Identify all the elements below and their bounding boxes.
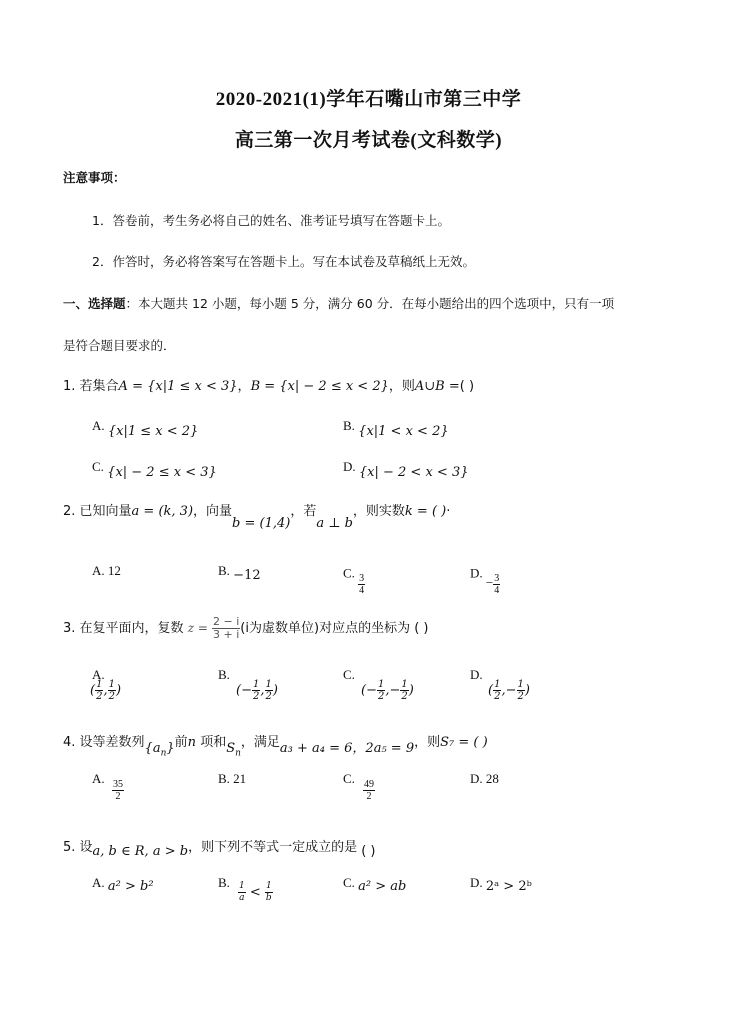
q5-option-b[interactable] [218,875,272,903]
q4-s7: S₇ = ( ) [440,735,488,750]
q1-lead: 1. 若集合 [63,379,119,394]
q5-option-c-label: C. [343,875,355,890]
q3-option-d[interactable] [470,667,530,702]
notice-item-1: 1．答卷前，考生务必将自己的姓名、准考证号填写在答题卡上。 [92,213,450,228]
q2-vector-b: b = (1,4) [232,516,291,531]
q4-option-a-label: A. [92,771,105,786]
q5-option-a-label: A. [92,875,105,890]
q3-option-a-text: ( $\frac{1}{2}$ , $\frac{1}{2}$ ) [90,679,122,702]
q5-option-c-text: a² > ab [358,879,407,894]
q5-tail: ，则下列不等式一定成立的是 [188,840,358,855]
q4-option-d[interactable] [470,771,499,787]
q3-num: 2 − i [213,615,240,628]
q4-option-c-label: C. [343,771,355,786]
question-2 [63,500,451,531]
q4-option-c-fraction [363,779,375,802]
q3-option-b-label: B. [218,667,230,682]
q2-option-a[interactable] [92,563,121,579]
q1-option-b[interactable] [343,418,449,439]
q4-option-c-num: 49 [364,779,374,790]
q5-option-b-label: B. [218,875,230,890]
q2-option-c-label: C. [343,565,355,581]
question-1 [63,375,474,394]
q2-dot: · [446,504,451,519]
q4-sn: $S_n$ [226,741,241,759]
notice-heading: 注意事项： [63,170,126,185]
q1-option-d-label: D. [343,459,356,474]
q5-option-c[interactable] [343,875,407,894]
q3-option-c-label: C. [343,667,355,682]
q2-option-b[interactable] [218,563,261,583]
q5-option-b-text: $\frac{1}{a}$ < $\frac{1}{b}$ [239,881,272,903]
q2-option-d-label: D. [470,565,483,581]
q1-set-b: B = {x| − 2 ≤ x < 2} [250,379,389,394]
q1-option-b-text: {x|1 < x < 2} [358,424,449,439]
q3-den: 3 + i [213,628,240,641]
q5-paren: ( ) [361,844,376,859]
q2-lead: 2. 已知向量 [63,504,132,519]
q4-n: n [187,735,197,750]
q2-mid1: ，向量 [193,504,233,519]
q4-mid1: 前 [174,735,188,750]
q1-option-c-text: {x| − 2 ≤ x < 3} [107,465,217,480]
q1-then: ，则 [388,379,415,394]
q3-paren: ( ) [414,621,429,636]
q1-option-b-label: B. [343,418,355,433]
q5-lead: 5. 设 [63,840,93,855]
q3-option-d-text: ( $\frac{1}{2}$ ,− $\frac{1}{2}$ ) [488,679,530,702]
q1-expr: A∪B = [414,379,460,394]
q2-option-c[interactable] [343,563,365,596]
q3-option-c-text: (− $\frac{1}{2}$ ,− $\frac{1}{2}$ ) [361,679,414,702]
q4-option-c[interactable] [343,771,374,802]
question-4 [63,731,488,759]
q3-option-a[interactable] [90,667,122,702]
q2-mid3: ，则实数 [352,504,405,519]
q4-option-a-fraction [112,779,124,802]
q1-option-a[interactable] [92,418,199,439]
q3-option-c[interactable] [343,667,414,702]
q1-paren: ( ) [459,379,475,394]
q2-option-d-den: 4 [494,585,500,596]
q3-option-d-label: D. [470,667,483,682]
q2-option-c-fraction [358,573,365,596]
q3-option-b[interactable] [218,667,278,702]
q2-option-a-label: A. [92,563,105,578]
section-label: 一、选择题 [63,296,126,311]
q4-lead: 4. 设等差数列 [63,735,145,750]
q3-option-a-label: A. [92,667,105,682]
q1-comma: ， [237,379,251,394]
q3-fraction [212,616,240,641]
q4-option-d-text: 28 [485,771,499,786]
q4-option-b-label: B. [218,771,230,786]
q5-option-d-label: D. [470,875,483,890]
q2-option-d-num: 3 [494,573,500,584]
q3-tail: 对应点的坐标为 [319,621,411,636]
q3-option-b-text: (− $\frac{1}{2}$ , $\frac{1}{2}$ ) [236,679,278,702]
q1-option-a-label: A. [92,418,105,433]
q2-option-d-sign: − [485,575,494,591]
q2-k-expr: k = ( ) [404,504,447,519]
q5-option-a[interactable] [92,875,154,894]
q4-mid3: ，满足 [240,735,280,750]
q1-option-a-text: {x|1 ≤ x < 2} [107,424,199,439]
q2-option-c-den: 4 [359,585,365,596]
q4-mid2: 项和 [200,735,227,750]
q1-option-d-text: {x| − 2 < x < 3} [358,465,469,480]
q5-condition: a, b ∈ R, a > b [92,844,189,859]
section-intro-line2: 是符合题目要求的． [63,338,176,353]
q4-option-a-den: 2 [115,791,121,802]
q2-perp: a ⊥ b [316,516,353,531]
q2-mid2: ，若 [290,504,317,519]
section-intro-line1 [63,294,614,312]
q5-option-d[interactable] [470,875,532,894]
q2-vector-a: a = (k, 3) [131,504,194,519]
q4-option-a-num: 35 [113,779,123,790]
q1-option-c[interactable] [92,459,217,480]
q4-seq: $\{a_n\}$ [144,741,175,759]
notice-item-2: 2．作答时，务必将答案写在答题卡上。写在本试卷及草稿纸上无效。 [92,254,475,269]
q3-z: z = [187,621,208,635]
q4-mid4: ，则 [414,735,441,750]
q5-option-a-text: a² > b² [107,879,154,894]
q2-option-d[interactable] [470,563,500,596]
q1-option-c-label: C. [92,459,104,474]
q2-option-d-fraction [493,573,500,596]
page-title: 2020-2021(1)学年石嘴山市第三中学 [215,89,522,110]
question-3 [63,616,429,641]
q2-option-b-text: −12 [233,568,261,583]
q4-condition: a₃ + a₄ = 6，2a₅ = 9 [279,741,415,756]
question-5 [63,836,376,859]
q1-set-a: A = {x|1 ≤ x < 3} [118,379,238,394]
q4-option-a[interactable] [92,771,123,802]
section-text1: ：本大题共 12 小题，每小题 5 分，满分 60 分．在每小题给出的四个选项中，只有一项 [125,296,615,311]
q4-option-b-text: 21 [233,771,247,786]
q3-paren-note: (i为虚数单位) [240,621,320,636]
q1-option-d[interactable] [343,459,469,480]
q3-lead: 3. 在复平面内，复数 [63,621,184,636]
q5-option-d-text: 2ᵃ > 2ᵇ [485,879,532,894]
q2-option-b-label: B. [218,563,230,578]
page-subtitle: 高三第一次月考试卷(文科数学) [234,130,503,151]
q4-option-c-den: 2 [366,791,372,802]
q2-option-c-num: 3 [359,573,365,584]
q4-option-d-label: D. [470,771,483,786]
q2-option-a-text: 12 [107,563,121,578]
q4-option-b[interactable] [218,771,246,787]
